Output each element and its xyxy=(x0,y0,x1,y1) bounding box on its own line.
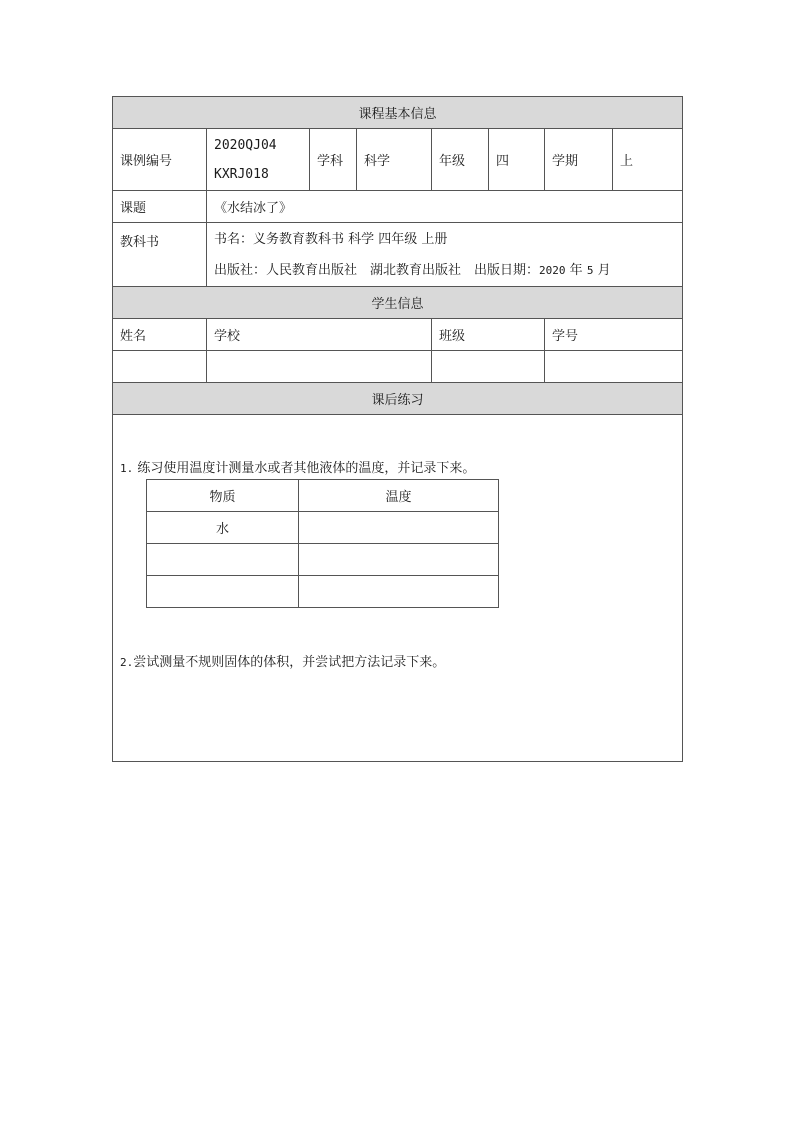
case-id-line2: KXRJ018 xyxy=(214,166,269,182)
class-label: 班级 xyxy=(432,319,545,351)
temperature-cell[interactable] xyxy=(299,576,499,608)
substance-cell: 水 xyxy=(147,512,299,544)
publisher-text: 出版社：人民教育出版社 湖北教育出版社 出版日期： xyxy=(214,262,540,278)
substance-cell[interactable] xyxy=(147,576,299,608)
subject-label: 学科 xyxy=(310,129,357,191)
textbook-row xyxy=(113,223,683,287)
student-info-header-row xyxy=(113,287,683,319)
student-label-row xyxy=(113,319,683,351)
exercise-area xyxy=(113,415,683,762)
temperature-table-header xyxy=(147,480,499,512)
name-label: 姓名 xyxy=(113,319,207,351)
question-2 xyxy=(120,651,445,670)
subject-value: 科学 xyxy=(357,129,432,191)
table-row xyxy=(147,512,499,544)
exercise-header-row xyxy=(113,383,683,415)
textbook-value xyxy=(207,223,683,287)
textbook-label: 教科书 xyxy=(113,223,207,287)
course-info-title: 课程基本信息 xyxy=(113,97,683,129)
exercise-title: 课后练习 xyxy=(113,383,683,415)
question-1-number: 1. xyxy=(120,462,134,475)
student-input-row xyxy=(113,351,683,383)
temperature-cell[interactable] xyxy=(299,544,499,576)
course-info-header-row xyxy=(113,97,683,129)
substance-header: 物质 xyxy=(147,480,299,512)
grade-label: 年级 xyxy=(432,129,489,191)
topic-label: 课题 xyxy=(113,191,207,223)
name-field[interactable] xyxy=(113,351,207,383)
publish-year: 2020 xyxy=(539,263,566,277)
temperature-header: 温度 xyxy=(299,480,499,512)
question-2-text: 尝试测量不规则固体的体积，并尝试把方法记录下来。 xyxy=(133,655,446,670)
table-row xyxy=(147,544,499,576)
case-id-line1: 2020QJ04 xyxy=(214,137,277,153)
publish-month: 5 xyxy=(586,263,594,277)
grade-value: 四 xyxy=(489,129,545,191)
school-label: 学校 xyxy=(207,319,432,351)
exercise-row xyxy=(113,415,683,762)
textbook-name: 书名：义务教育教科书 科学 四年级 上册 xyxy=(214,231,448,247)
case-id-value xyxy=(207,129,310,191)
question-1 xyxy=(120,457,475,476)
topic-value: 《水结冰了》 xyxy=(207,191,683,223)
case-id-label: 课例编号 xyxy=(113,129,207,191)
substance-cell[interactable] xyxy=(147,544,299,576)
temperature-table xyxy=(146,479,499,608)
school-field[interactable] xyxy=(207,351,432,383)
table-row xyxy=(147,576,499,608)
student-info-title: 学生信息 xyxy=(113,287,683,319)
course-meta-row xyxy=(113,129,683,191)
student-no-field[interactable] xyxy=(545,351,683,383)
publish-year-unit: 年 xyxy=(569,262,583,278)
topic-row xyxy=(113,191,683,223)
publish-month-unit: 月 xyxy=(597,262,611,278)
publisher-line xyxy=(214,255,675,286)
lesson-info-table xyxy=(112,96,683,762)
term-label: 学期 xyxy=(545,129,613,191)
question-1-text: 练习使用温度计测量水或者其他液体的温度，并记录下来。 xyxy=(137,461,476,476)
term-value: 上 xyxy=(613,129,683,191)
question-2-number: 2. xyxy=(120,656,134,669)
temperature-cell[interactable] xyxy=(299,512,499,544)
student-no-label: 学号 xyxy=(545,319,683,351)
class-field[interactable] xyxy=(432,351,545,383)
